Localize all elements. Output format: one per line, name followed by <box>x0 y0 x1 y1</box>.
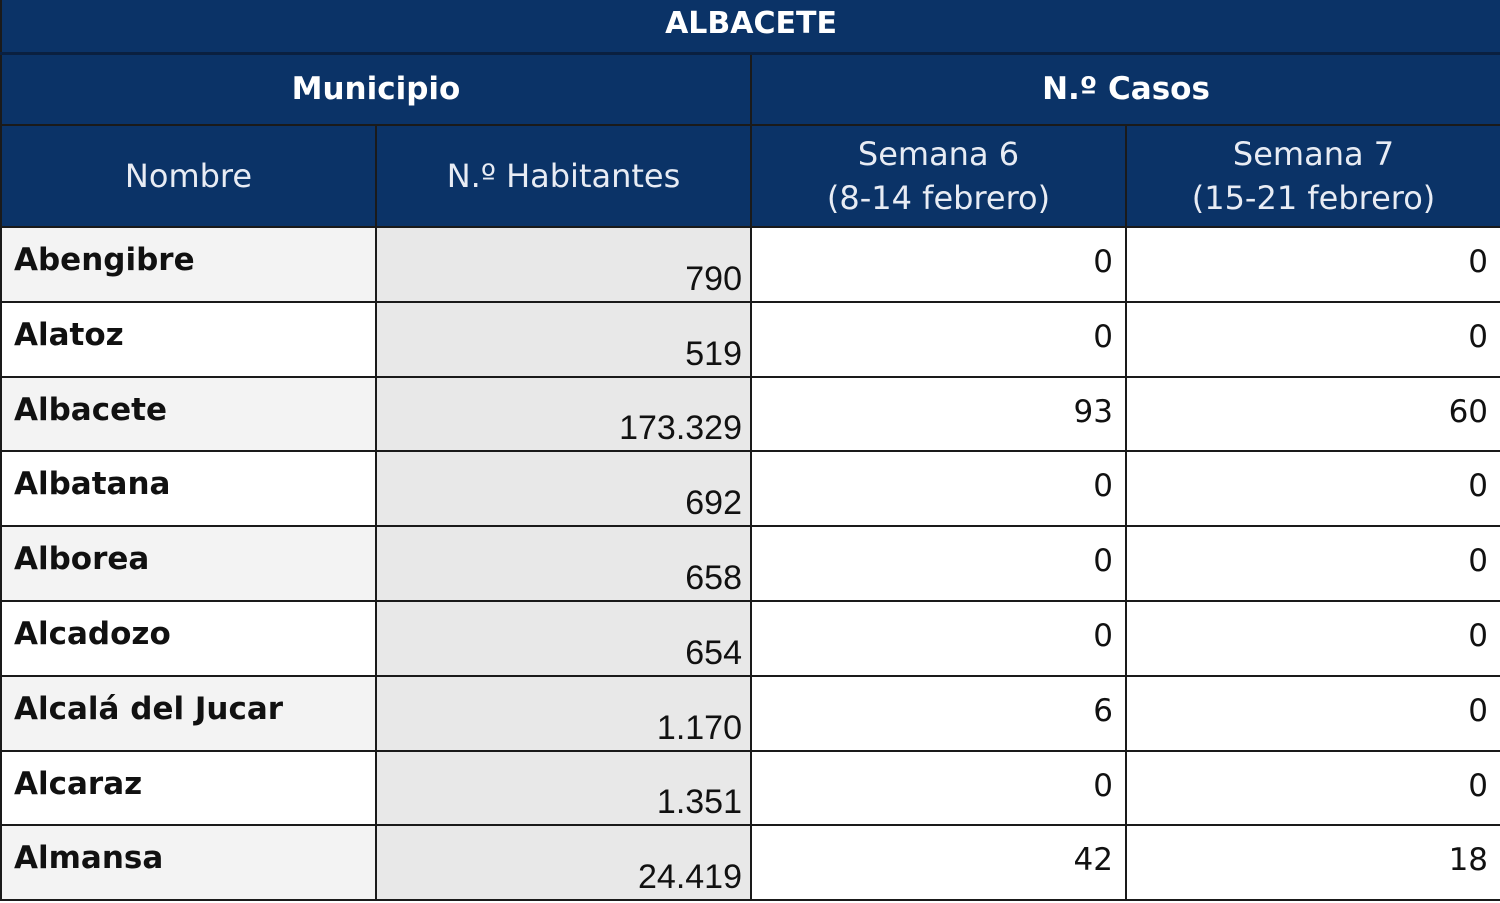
semana6-cases-cell: 0 <box>751 451 1126 526</box>
semana6-cases-cell: 0 <box>751 302 1126 377</box>
table-body <box>1 227 1500 900</box>
habitantes-cell: 1.170 <box>376 676 751 751</box>
municipio-name-cell: Albacete <box>1 377 376 452</box>
nombre-column-header <box>1 125 376 227</box>
semana6-range: (8-14 febrero) <box>826 179 1051 217</box>
habitantes-cell: 24.419 <box>376 825 751 900</box>
municipio-name-cell: Almansa <box>1 825 376 900</box>
municipio-name-cell: Albatana <box>1 451 376 526</box>
table-row <box>1 676 1500 751</box>
semana6-cases-cell: 0 <box>751 601 1126 676</box>
municipio-name-cell: Alatoz <box>1 302 376 377</box>
table-row <box>1 302 1500 377</box>
habitantes-header-label: N.º Habitantes <box>446 157 681 195</box>
habitantes-cell: 790 <box>376 227 751 302</box>
table-row <box>1 377 1500 452</box>
semana7-cases-cell: 0 <box>1126 526 1500 601</box>
semana6-column-header <box>751 125 1126 227</box>
table-row <box>1 601 1500 676</box>
municipio-name-cell: Abengibre <box>1 227 376 302</box>
table-row <box>1 825 1500 900</box>
semana7-cases-cell: 0 <box>1126 751 1500 826</box>
semana7-range: (15-21 febrero) <box>1191 179 1436 217</box>
semana6-cases-cell: 0 <box>751 227 1126 302</box>
habitantes-cell: 173.329 <box>376 377 751 452</box>
semana7-cases-cell: 0 <box>1126 676 1500 751</box>
semana6-title: Semana 6 <box>857 135 1020 173</box>
semana7-column-header <box>1126 125 1500 227</box>
semana6-cases-cell: 0 <box>751 751 1126 826</box>
municipio-name-cell: Alcalá del Jucar <box>1 676 376 751</box>
habitantes-cell: 658 <box>376 526 751 601</box>
table-row <box>1 751 1500 826</box>
table-row <box>1 227 1500 302</box>
municipio-name-cell: Alcaraz <box>1 751 376 826</box>
province-title: ALBACETE <box>1 0 1500 53</box>
semana6-cases-cell: 0 <box>751 526 1126 601</box>
semana7-cases-cell: 0 <box>1126 451 1500 526</box>
table-row <box>1 526 1500 601</box>
municipio-name-cell: Alborea <box>1 526 376 601</box>
semana6-cases-cell: 6 <box>751 676 1126 751</box>
habitantes-column-header <box>376 125 751 227</box>
semana7-cases-cell: 0 <box>1126 601 1500 676</box>
semana7-cases-cell: 60 <box>1126 377 1500 452</box>
semana7-cases-cell: 0 <box>1126 302 1500 377</box>
nombre-header-label: Nombre <box>124 157 253 195</box>
habitantes-cell: 519 <box>376 302 751 377</box>
municipio-name-cell: Alcadozo <box>1 601 376 676</box>
semana7-title: Semana 7 <box>1232 135 1395 173</box>
habitantes-cell: 692 <box>376 451 751 526</box>
casos-group-header: N.º Casos <box>751 53 1500 125</box>
semana6-cases-cell: 42 <box>751 825 1126 900</box>
semana7-cases-cell: 18 <box>1126 825 1500 900</box>
semana6-cases-cell: 93 <box>751 377 1126 452</box>
habitantes-cell: 654 <box>376 601 751 676</box>
semana7-cases-cell: 0 <box>1126 227 1500 302</box>
table-row <box>1 451 1500 526</box>
habitantes-cell: 1.351 <box>376 751 751 826</box>
municipio-group-header: Municipio <box>1 53 751 125</box>
